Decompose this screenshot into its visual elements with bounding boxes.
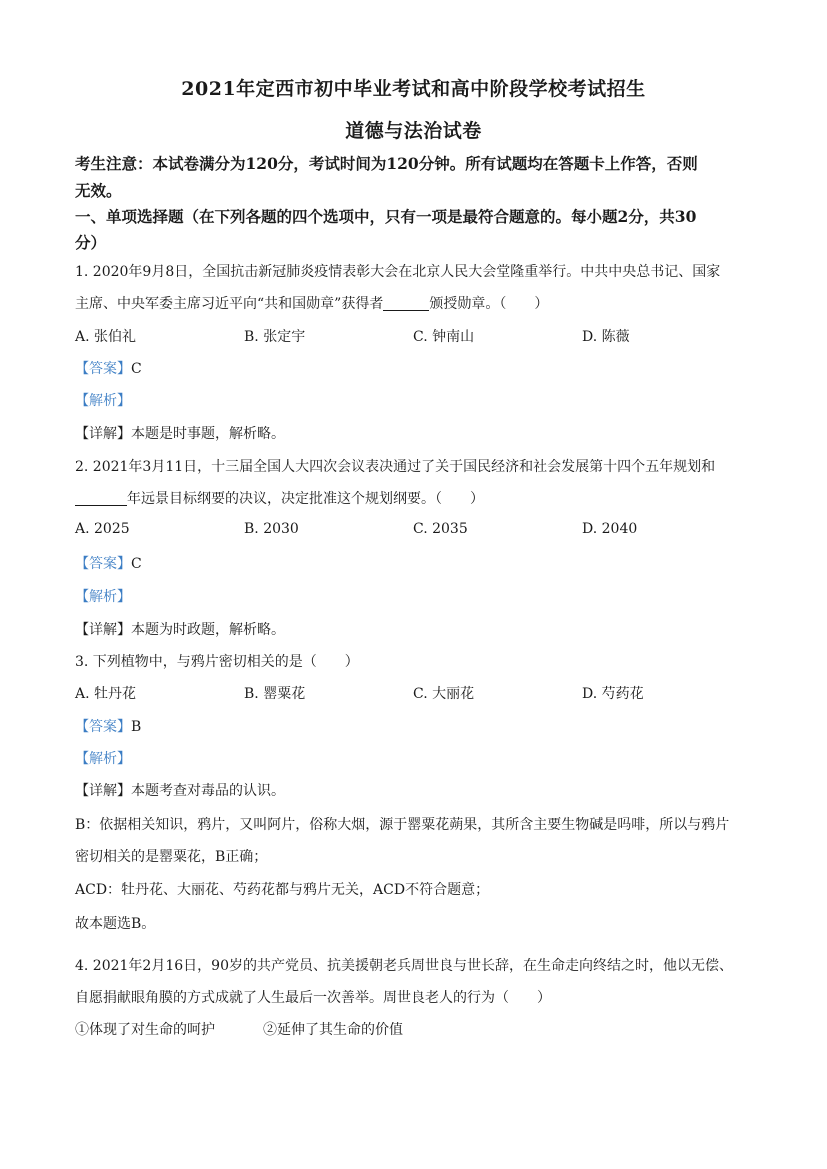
q2-stem-line-2 xyxy=(75,488,765,508)
q4-statement-2: ②延伸了其生命的价值 xyxy=(263,1022,403,1038)
q1-option-d: D. 陈薇 xyxy=(582,329,630,345)
q3-option-a: A. 牡丹花 xyxy=(75,686,137,702)
notice-line-2: 无效。 xyxy=(75,181,122,200)
q2-answer-value: C xyxy=(131,556,142,572)
detail-label: 【详解】 xyxy=(75,426,131,442)
detail-label: 【详解】 xyxy=(75,783,131,799)
q2-option-d: D. 2040 xyxy=(582,521,638,537)
q1-option-b: B. 张定宇 xyxy=(244,329,306,345)
analysis-label: 【解析】 xyxy=(75,751,131,767)
q3-option-d: D. 芍药花 xyxy=(582,686,644,702)
q2-answer xyxy=(75,553,765,573)
q1-detail xyxy=(75,423,765,443)
q1-option-a: A. 张伯礼 xyxy=(75,329,137,345)
q1-stem-line-2 xyxy=(75,293,765,313)
section-heading-line-2: 分） xyxy=(75,233,107,252)
q2-analysis xyxy=(75,586,765,606)
q2-option-c: C. 2035 xyxy=(413,521,468,537)
q1-stem-part-b: 颁授勋章。（ ） xyxy=(429,296,549,312)
section-heading-line-1: 一、单项选择题（在下列各题的四个选项中，只有一项是最符合题意的。每小题2分，共30 xyxy=(75,207,697,226)
analysis-label: 【解析】 xyxy=(75,393,131,409)
q3-explanation-line-3: ACD：牡丹花、大丽花、芍药花都与鸦片无关，ACD不符合题意； xyxy=(75,882,490,898)
exam-subtitle: 道德与法治试卷 xyxy=(345,120,482,142)
q1-answer xyxy=(75,358,765,378)
exam-title: 2021年定西市初中毕业考试和高中阶段学校考试招生 xyxy=(181,78,646,100)
q3-explanation-line-4: 故本题选B。 xyxy=(75,916,156,932)
q2-stem-part-b: 年远景目标纲要的决议，决定批准这个规划纲要。（ ） xyxy=(127,491,484,507)
q3-detail xyxy=(75,780,765,800)
q3-explanation-line-1: B：依据相关知识，鸦片，又叫阿片，俗称大烟，源于罂粟花蒴果，其所含主要生物碱是吗啡，所以与鸦片 xyxy=(75,817,730,833)
q2-option-a: A. 2025 xyxy=(75,521,130,537)
analysis-label: 【解析】 xyxy=(75,589,131,605)
q2-detail-text: 本题为时政题，解析略。 xyxy=(131,622,285,638)
q3-option-c: C. 大丽花 xyxy=(413,686,475,702)
q2-blank xyxy=(75,491,127,506)
q3-detail-text: 本题考查对毒品的认识。 xyxy=(131,783,285,799)
q1-detail-text: 本题是时事题，解析略。 xyxy=(131,426,285,442)
q3-explanation-line-2: 密切相关的是罂粟花，B正确； xyxy=(75,849,268,865)
q3-stem: 3. 下列植物中，与鸦片密切相关的是（ ） xyxy=(75,654,359,670)
q1-answer-value: C xyxy=(131,361,142,377)
q2-detail xyxy=(75,619,765,639)
answer-label: 【答案】 xyxy=(75,719,131,735)
detail-label: 【详解】 xyxy=(75,622,131,638)
q4-stem-line-1: 4. 2021年2月16日，90岁的共产党员、抗美援朝老兵周世良与世长辞，在生命走向终结之时，他以无偿、 xyxy=(75,958,733,974)
notice-line-1: 考生注意：本试卷满分为120分，考试时间为120分钟。所有试题均在答题卡上作答，否则 xyxy=(75,154,698,173)
answer-label: 【答案】 xyxy=(75,556,131,572)
answer-label: 【答案】 xyxy=(75,361,131,377)
q4-stem-line-2: 自愿捐献眼角膜的方式成就了人生最后一次善举。周世良老人的行为（ ） xyxy=(75,990,551,1006)
q1-stem-part-a: 主席、中央军委主席习近平向“共和国勋章”获得者 xyxy=(75,296,384,312)
q1-analysis xyxy=(75,390,765,410)
q3-option-b: B. 罂粟花 xyxy=(244,686,306,702)
q3-answer xyxy=(75,716,765,736)
q3-answer-value: B xyxy=(131,719,142,735)
q1-blank xyxy=(383,296,429,311)
q3-analysis xyxy=(75,748,765,768)
q1-option-c: C. 钟南山 xyxy=(413,329,475,345)
q1-stem-line-1: 1. 2020年9月8日，全国抗击新冠肺炎疫情表彰大会在北京人民大会堂隆重举行。中共中央总书记、国家 xyxy=(75,264,721,280)
q2-stem-line-1: 2. 2021年3月11日，十三届全国人大四次会议表决通过了关于国民经济和社会发展第十四个五年规划和 xyxy=(75,459,716,475)
q4-statement-1: ①体现了对生命的呵护 xyxy=(75,1022,215,1038)
q2-option-b: B. 2030 xyxy=(244,521,299,537)
